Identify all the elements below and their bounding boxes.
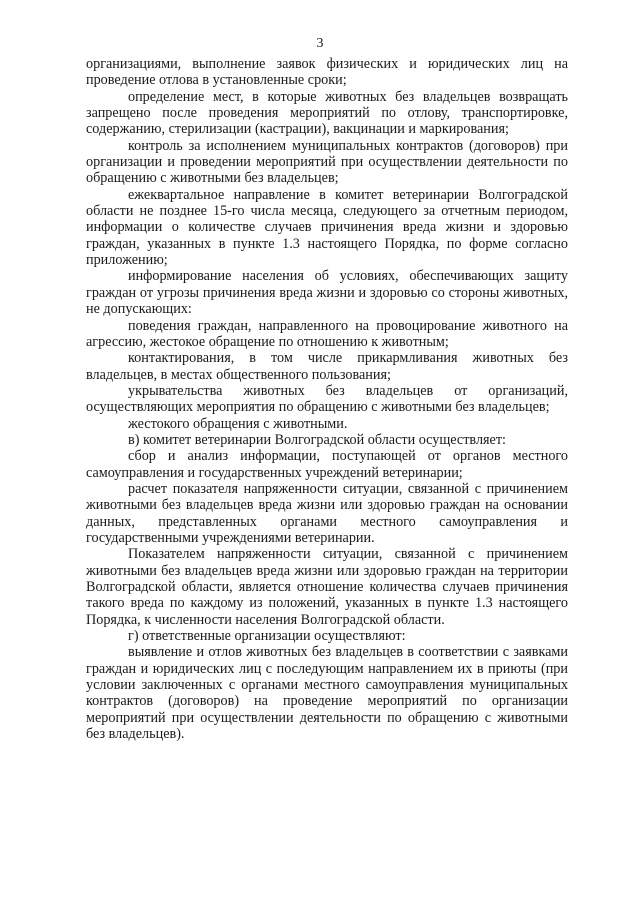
paragraph: ежеквартальное направление в комитет ветеринарии Волгоградской области не позднее 15-го числа месяца, следующего за отчетным периодом, информации о количестве случаев причинения вреда жизни и здоровью граждан, указанных в пункте 1.3 настоящего Порядка, по форме согласно приложению; xyxy=(86,186,568,269)
paragraph: Показателем напряженности ситуации, связанной с причинением животными без владельцев вреда жизни или здоровью граждан на территории Волгоградской области, является отношение количества случаев причинения такого вреда по каждому из положений, указанных в пункте 1.3 настоящего Порядка, к численности населения Волгоградской области. xyxy=(86,546,568,628)
paragraph: расчет показателя напряженности ситуации, связанной с причинением животными без владельцев вреда жизни или здоровью граждан на основании данных, представленных органами местного самоуправления и государственными учреждениями ветеринарии. xyxy=(86,480,568,546)
paragraph: укрывательства животных без владельцев от организаций, осуществляющих мероприятия по обращению с животными без владельцев; xyxy=(86,382,568,416)
section-heading-g: г) ответственные организации осуществляют: xyxy=(128,628,406,645)
paragraph: определение мест, в которые животных без владельцев возвращать запрещено после проведения мероприятий по отлову, транспортировке, содержанию, стерилизации (кастрации), вакцинации и маркирования; xyxy=(86,88,568,138)
paragraph: сбор и анализ информации, поступающей от органов местного самоуправления и государственных учреждений ветеринарии; xyxy=(86,448,568,481)
page-number: 3 xyxy=(316,36,324,51)
paragraph: поведения граждан, направленного на провоцирование животного на агрессию, жестокое обращение по отношению к животным; xyxy=(86,317,568,350)
paragraph: контактирования, в том числе прикармливания животных без владельцев, в местах общественного пользования; xyxy=(86,350,568,383)
section-heading-v: в) комитет ветеринарии Волгоградской области осуществляет: xyxy=(128,431,506,448)
paragraph: контроль за исполнением муниципальных контрактов (договоров) при организации и проведении мероприятий при осуществлении деятельности по обращению с животными без владельцев; xyxy=(86,137,568,187)
paragraph: информирование населения об условиях, обеспечивающих защиту граждан от угрозы причинения вреда жизни и здоровью со стороны животных, не допускающих: xyxy=(86,268,568,318)
paragraph: выявление и отлов животных без владельцев в соответствии с заявками граждан и юридических лиц с последующим направлением их в приюты (при условии заключенных с органами местного самоуправления муниципальных контрактов (договоров) на проведение мероприятий по организации мероприятий при осуществлении деятельности по обращению с животными без владельцев). xyxy=(86,644,568,743)
paragraph-continuation: организациями, выполнение заявок физических и юридических лиц на проведение отлова в установленные сроки; xyxy=(86,56,568,89)
document-body xyxy=(86,56,568,742)
paragraph: жестокого обращения с животными. xyxy=(128,415,348,432)
